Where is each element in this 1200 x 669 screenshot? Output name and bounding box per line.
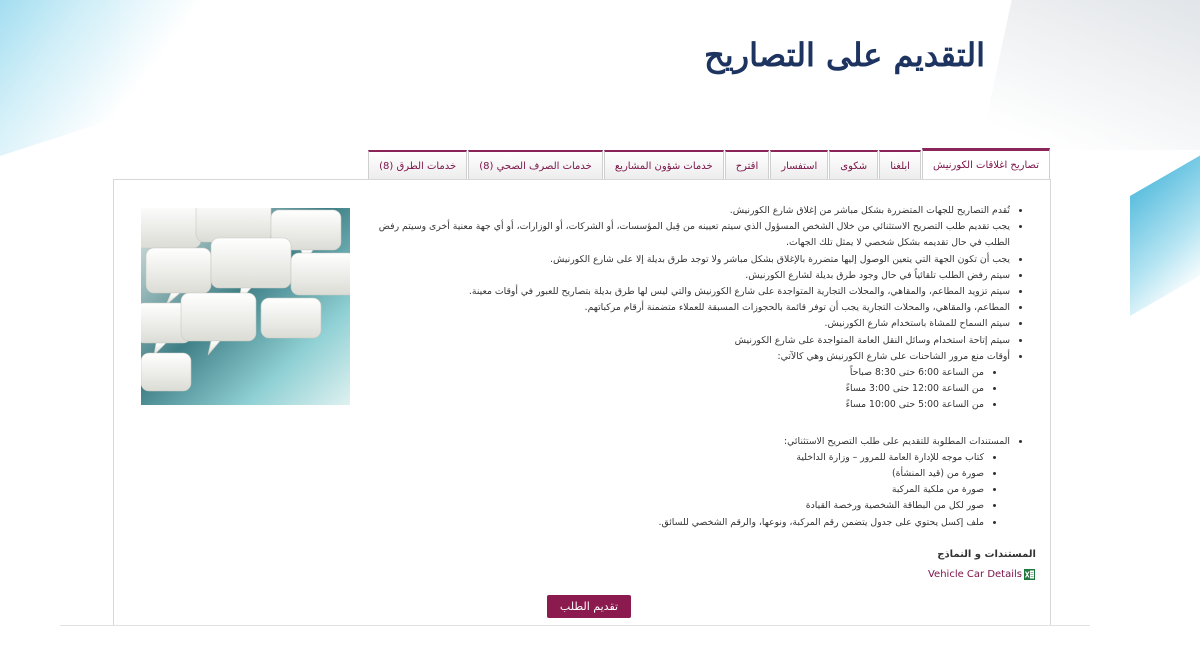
list-item: • صورة من ملكية المركبة bbox=[376, 482, 984, 498]
list-item: • يجب تقديم طلب التصريح الاستثنائي من خلال الشخص المسؤول الذي سيتم تعيينه من قِبل المؤسسات، أو الشركات، أو الوزارات، أو أي جهة معنية أخرى وسيتم رفض الطلب في حال تقديمه بشكل شخصي لا يمثل تلك الجهات. bbox=[376, 219, 1010, 251]
list-item bbox=[376, 434, 1010, 531]
required-documents-list bbox=[376, 434, 1036, 531]
conditions-list bbox=[376, 203, 1036, 414]
truck-ban-heading: أوقات منع مرور الشاحنات على شارع الكورنيش وهي كالآتي: bbox=[777, 350, 1010, 362]
list-item: • من الساعة 6:00 حتى 8:30 صباحاً bbox=[376, 365, 984, 381]
vehicle-car-details-label[interactable]: Vehicle Car Details bbox=[927, 569, 1022, 580]
list-item bbox=[376, 349, 1010, 414]
list-item: • سيتم تزويد المطاعم، والمقاهي، والمحلات التجارية المتواجدة على شارع الكورنيش والتي ليس لها طرق بديلة بتصاريح للعبور في أوقات معينة. bbox=[376, 284, 1010, 300]
list-item: • المطاعم، والمقاهي، والمحلات التجارية يجب أن توفر قائمة بالحجوزات المسبقة للعملاء متضمنة أرقام مركباتهم. bbox=[376, 300, 1010, 316]
footer-divider bbox=[60, 625, 1090, 626]
documents-heading: المستندات و النماذج bbox=[937, 549, 1036, 560]
excel-file-icon bbox=[1024, 569, 1035, 580]
tab-complaint[interactable]: شكوى bbox=[829, 150, 878, 180]
list-item: • من الساعة 12:00 حتى 3:00 مساءً bbox=[376, 381, 984, 397]
tab-inquiry[interactable]: استفسار bbox=[770, 150, 828, 180]
list-item: • من الساعة 5:00 حتى 10:00 مساءً bbox=[376, 397, 984, 413]
speech-bubbles-illustration bbox=[141, 208, 350, 405]
permit-instructions bbox=[376, 203, 1036, 531]
tab-corniche-closure-permits[interactable]: تصاريح اغلاقات الكورنيش bbox=[922, 148, 1050, 181]
side-decoration-right bbox=[1130, 144, 1200, 316]
spacer bbox=[376, 414, 1036, 434]
list-item: • سيتم رفض الطلب تلقائياً في حال وجود طرق بديلة لشارع الكورنيش. bbox=[376, 268, 1010, 284]
tab-roads-services[interactable]: خدمات الطرق (8) bbox=[368, 150, 467, 180]
list-item: • صورة من (قيد المنشأة) bbox=[376, 466, 984, 482]
submit-request-button[interactable]: تقديم الطلب bbox=[547, 595, 631, 618]
tab-report[interactable]: ابلغنا bbox=[879, 150, 921, 180]
truck-ban-times bbox=[376, 365, 1010, 414]
vehicle-car-details-link[interactable] bbox=[928, 569, 1035, 580]
list-item: • ملف إكسل يحتوي على جدول يتضمن رقم المركبة، ونوعها، والرقم الشخصي للسائق. bbox=[376, 515, 984, 531]
required-docs-heading: المستندات المطلوبة للتقديم على طلب التصريح الاستثنائي: bbox=[784, 435, 1010, 447]
list-item: • سيتم السماح للمشاة باستخدام شارع الكورنيش. bbox=[376, 316, 1010, 332]
tab-suggest[interactable]: اقترح bbox=[725, 150, 770, 180]
required-docs-items bbox=[376, 450, 1010, 531]
page-title: التقديم على التصاريح bbox=[704, 36, 985, 74]
list-item: • يجب أن تكون الجهة التي يتعين الوصول إليها متضررة بالإغلاق بشكل مباشر ولا توجد طرق بديلة إلا على شارع الكورنيش. bbox=[376, 252, 1010, 268]
corner-decoration-top-left bbox=[0, 0, 200, 169]
tab-drainage-services[interactable]: خدمات الصرف الصحي (8) bbox=[468, 150, 603, 180]
list-item: • كتاب موجه للإدارة العامة للمرور – وزارة الداخلية bbox=[376, 450, 984, 466]
list-item: • سيتم إتاحة استخدام وسائل النقل العامة المتواجدة على شارع الكورنيش bbox=[376, 333, 1010, 349]
tab-projects-affairs[interactable]: خدمات شؤون المشاريع bbox=[604, 150, 724, 180]
list-item: • تُقدم التصاريح للجهات المتضررة بشكل مباشر من إغلاق شارع الكورنيش. bbox=[376, 203, 1010, 219]
list-item: • صور لكل من البطاقة الشخصية ورخصة القيادة bbox=[376, 498, 984, 514]
service-tabs bbox=[367, 147, 1050, 180]
corner-decoration-top-right bbox=[980, 0, 1200, 150]
